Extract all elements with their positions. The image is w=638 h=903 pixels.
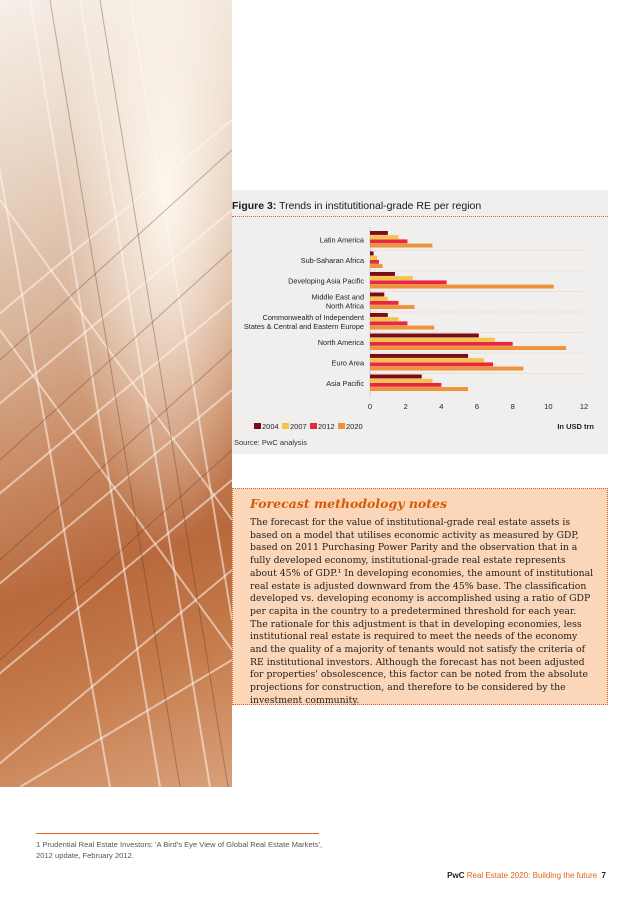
category-label: Commonwealth of Independent bbox=[262, 312, 364, 322]
bar-2007 bbox=[370, 358, 484, 362]
notes-title: Forecast methodology notes bbox=[250, 496, 448, 511]
x-tick-label: 0 bbox=[367, 402, 373, 411]
page-footer bbox=[447, 871, 606, 880]
category-label: Sub-Saharan Africa bbox=[300, 255, 364, 265]
x-tick-label: 6 bbox=[474, 402, 480, 411]
legend-label: 2004 bbox=[262, 422, 279, 431]
category-label: North Africa bbox=[325, 301, 364, 311]
bar-2004 bbox=[370, 272, 395, 276]
figure-label: Figure 3: bbox=[232, 200, 277, 212]
notes-body: The forecast for the value of institutional-grade real estate assets is based on a model that utilises economic activity as measured by GDP, based on 2011 Purchasing Power Parity and the observation that in a fully developed economy, institutional-grade real estate represents about 45% of GDP.¹ In developing economies, the amount of institutional real estate is adjusted downward from the 45% base. The classification developed vs. developing economy is accomplished using a ratio of GDP per capita in the country to a predetermined threshold for each year. The rationale for this adjustment is that in developing economies, less institutional real estate is required to meet the needs of the economy and the quality of a majority of tenants would not satisfy the criteria of RE institutional investors. Although the forecast has not been adjusted for properties' obsolescence, this factor can be noted from the absolute projections for construction, and therefore to be considered by the investment community. bbox=[250, 517, 594, 706]
page-number: 7 bbox=[601, 871, 606, 880]
x-tick-label: 8 bbox=[510, 402, 515, 411]
bar-2004 bbox=[370, 375, 422, 379]
category-label: Asia Pacific bbox=[326, 378, 364, 388]
category-label: Developing Asia Pacific bbox=[288, 276, 364, 286]
bar-2020 bbox=[370, 285, 554, 289]
category-label: States & Central and Eastern Europe bbox=[243, 321, 364, 331]
bar-2012 bbox=[370, 260, 379, 264]
methodology-notes-box bbox=[232, 488, 608, 705]
x-tick-label: 10 bbox=[544, 402, 553, 411]
figure-title bbox=[232, 200, 481, 212]
bar-2012 bbox=[370, 280, 447, 284]
bar-2004 bbox=[370, 252, 374, 256]
footnote-divider bbox=[36, 833, 319, 834]
bar-2012 bbox=[370, 383, 441, 387]
footnote: 1 Prudential Real Estate Investors: 'A Bird's Eye View of Global Real Estate Markets', 2012 update, February 2012. bbox=[36, 840, 323, 860]
x-tick-label: 2 bbox=[403, 402, 408, 411]
bar-2004 bbox=[370, 231, 388, 235]
bar-2020 bbox=[370, 326, 434, 330]
bar-2012 bbox=[370, 321, 407, 325]
legend-swatch-2007 bbox=[282, 423, 289, 429]
glass-structure-illustration bbox=[0, 0, 232, 787]
category-label: Latin America bbox=[319, 235, 364, 245]
bar-2020 bbox=[370, 387, 468, 391]
category-label: Middle East and bbox=[311, 292, 364, 302]
bar-2012 bbox=[370, 301, 399, 305]
bar-2007 bbox=[370, 317, 399, 321]
bar-2020 bbox=[370, 346, 566, 350]
bar-2007 bbox=[370, 379, 432, 383]
bar-2020 bbox=[370, 305, 415, 309]
glass-roof-photo bbox=[0, 0, 232, 787]
bar-2020 bbox=[370, 244, 432, 248]
bar-2004 bbox=[370, 293, 384, 297]
bar-2020 bbox=[370, 264, 382, 268]
legend-swatch-2020 bbox=[338, 423, 345, 429]
figure-panel bbox=[232, 190, 608, 454]
bar-2007 bbox=[370, 297, 388, 301]
bar-chart bbox=[232, 216, 608, 454]
bar-2004 bbox=[370, 313, 388, 317]
legend-swatch-2004 bbox=[254, 423, 261, 429]
bar-2004 bbox=[370, 354, 468, 358]
bar-2012 bbox=[370, 362, 493, 366]
bar-2007 bbox=[370, 235, 399, 239]
x-axis-unit-label: In USD trn bbox=[557, 422, 594, 431]
category-label: North America bbox=[317, 337, 364, 347]
legend-label: 2020 bbox=[346, 422, 363, 431]
bar-2007 bbox=[370, 338, 495, 342]
bar-2007 bbox=[370, 276, 413, 280]
figure-source: Source: PwC analysis bbox=[234, 438, 307, 447]
footer-publication: Real Estate 2020: bbox=[466, 871, 531, 880]
bar-2012 bbox=[370, 342, 513, 346]
bar-2020 bbox=[370, 367, 523, 371]
category-label: Euro Area bbox=[331, 358, 364, 368]
legend-swatch-2012 bbox=[310, 423, 317, 429]
bar-2012 bbox=[370, 239, 407, 243]
footer-brand: PwC bbox=[447, 871, 465, 880]
bar-2007 bbox=[370, 256, 377, 260]
bar-2004 bbox=[370, 334, 479, 338]
figure-title-text: Trends in institutitional-grade RE per region bbox=[279, 200, 482, 212]
x-tick-label: 4 bbox=[439, 402, 444, 411]
footer-subtitle: Building the future bbox=[532, 871, 598, 880]
legend-label: 2012 bbox=[318, 422, 335, 431]
legend-label: 2007 bbox=[290, 422, 307, 431]
x-tick-label: 12 bbox=[579, 402, 589, 411]
